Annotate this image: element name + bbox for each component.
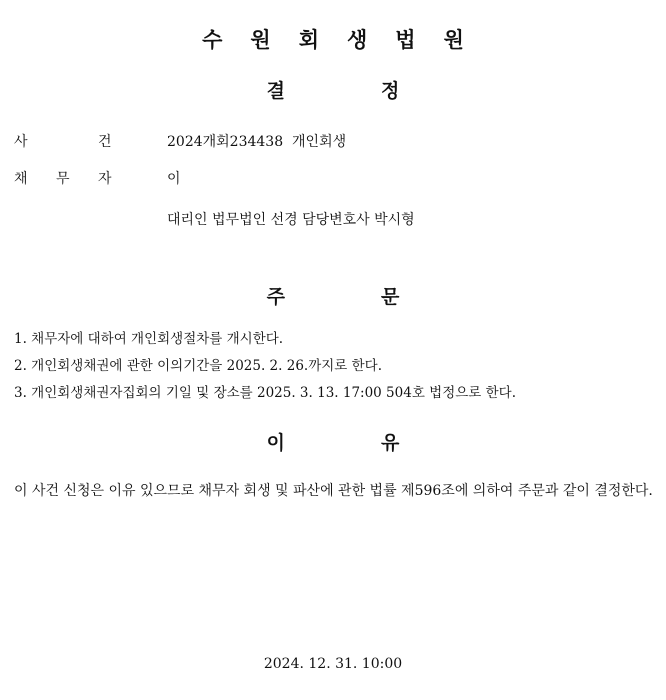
- debtor-label-char-2: 무: [56, 171, 70, 187]
- order-heading-char-2: 문: [381, 286, 400, 308]
- document-type-heading: [0, 76, 666, 103]
- decision-date: 2024. 12. 31. 10:00: [263, 656, 403, 672]
- order-item-1: 1. 채무자에 대하여 개인회생절차를 개시한다.: [14, 331, 284, 347]
- reason-text: 이 사건 신청은 이유 있으므로 채무자 회생 및 파산에 관한 법률 제596조에 의하여 주문과 같이 결정한다.: [14, 483, 653, 499]
- case-label: [14, 131, 112, 151]
- case-label-char-1: 사: [14, 134, 28, 150]
- debtor-name: 이: [167, 171, 181, 187]
- order-item-2: 2. 개인회생채권에 관한 이의기간을 2025. 2. 26.까지로 한다.: [14, 358, 382, 374]
- debtor-label: [14, 168, 140, 188]
- document-type-char-1: 결: [266, 80, 285, 102]
- case-number: 2024개회234438 개인회생: [167, 134, 347, 150]
- court-title: 수원회생법원: [202, 28, 492, 52]
- case-label-char-2: 건: [98, 134, 112, 150]
- reason-heading: [0, 428, 666, 455]
- order-heading: [0, 282, 666, 309]
- reason-heading-char-2: 유: [381, 432, 400, 454]
- reason-heading-char-1: 이: [266, 432, 285, 454]
- debtor-label-char-1: 채: [14, 171, 28, 187]
- order-heading-char-1: 주: [266, 286, 285, 308]
- debtor-label-char-3: 자: [98, 171, 112, 187]
- legal-agent: 대리인 법무법인 선경 담당변호사 박시형: [167, 212, 415, 228]
- order-item-3: 3. 개인회생채권자집회의 기일 및 장소를 2025. 3. 13. 17:00 504호 법정으로 한다.: [14, 385, 516, 401]
- document-type-char-2: 정: [381, 80, 400, 102]
